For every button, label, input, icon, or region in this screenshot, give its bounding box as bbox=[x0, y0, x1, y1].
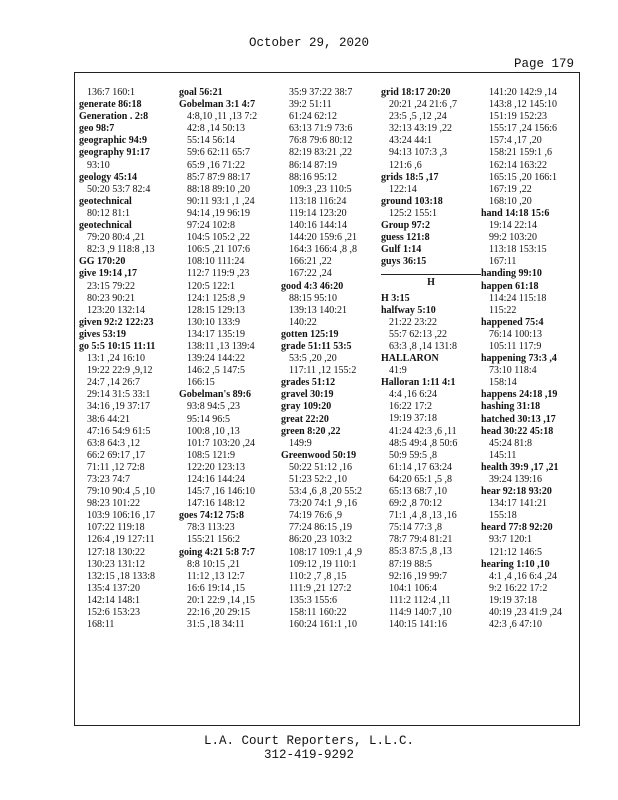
index-headword-entry: happening 73:3 ,4 bbox=[481, 353, 557, 365]
index-reference-line: 101:7 103:20 ,24 bbox=[187, 437, 256, 449]
index-headword-entry: happens 24:18 ,19 bbox=[481, 389, 558, 401]
index-headword-entry: gray 109:20 bbox=[281, 401, 332, 413]
index-reference-line: 114:24 115:18 bbox=[489, 292, 547, 304]
index-headword-entry: geography 91:17 bbox=[79, 147, 150, 159]
index-reference-line: 53:4 ,6 ,8 ,20 55:2 bbox=[289, 486, 363, 498]
index-headword-entry: hatched 30:13 ,17 bbox=[481, 413, 556, 425]
index-headword-entry: great 22:20 bbox=[281, 413, 329, 425]
index-reference-line: 71:11 ,12 72:8 bbox=[87, 461, 145, 473]
index-reference-line: 40:19 ,23 41:9 ,24 bbox=[489, 607, 563, 619]
index-reference-line: 31:5 ,18 34:11 bbox=[187, 619, 245, 631]
index-frame bbox=[74, 72, 580, 726]
index-reference-line: 108:17 109:1 ,4 ,9 bbox=[289, 546, 363, 558]
index-reference-line: 76:8 79:6 80:12 bbox=[289, 135, 353, 147]
page-number: Page 179 bbox=[513, 57, 574, 71]
index-reference-line: 77:24 86:15 ,19 bbox=[289, 522, 353, 534]
index-reference-line: 79:20 80:4 ,21 bbox=[87, 232, 146, 244]
index-reference-line: 19:14 22:14 bbox=[489, 220, 538, 232]
index-headword-entry: GG 170:20 bbox=[79, 256, 126, 268]
index-headword-entry: halfway 5:10 bbox=[381, 304, 436, 316]
index-headword-entry: Gulf 1:14 bbox=[381, 244, 422, 256]
index-headword-entry: geotechnical bbox=[79, 220, 132, 232]
index-reference-line: 141:20 142:9 ,14 bbox=[489, 87, 558, 98]
index-reference-line: 107:22 119:18 bbox=[87, 522, 145, 534]
index-reference-line: 160:24 161:1 ,10 bbox=[289, 619, 358, 631]
index-headword-entry: health 39:9 ,17 ,21 bbox=[481, 461, 559, 473]
index-column-2 bbox=[179, 87, 279, 631]
footer-phone: 312-419-9292 bbox=[263, 748, 354, 762]
index-reference-line: 135:4 137:20 bbox=[87, 582, 141, 594]
index-headword-entry: give 19:14 ,17 bbox=[79, 268, 138, 280]
index-reference-line: 51:23 52:2 ,10 bbox=[289, 474, 348, 485]
index-reference-line: 95:14 96:5 bbox=[187, 413, 231, 425]
index-headword-entry: gravel 30:19 bbox=[281, 389, 334, 401]
index-reference-line: 152:6 153:23 bbox=[87, 607, 141, 619]
index-reference-line: 16:22 17:2 bbox=[389, 401, 433, 413]
index-reference-line: 135:3 155:6 bbox=[289, 594, 338, 606]
index-headword-entry: generate 86:18 bbox=[79, 99, 142, 111]
index-reference-line: 55:7 62:13 ,22 bbox=[389, 328, 448, 340]
index-reference-line: 158:14 bbox=[489, 377, 517, 389]
index-reference-line: 88:18 89:10 ,20 bbox=[187, 183, 251, 195]
index-headword-entry: goal 56:21 bbox=[179, 87, 223, 98]
index-reference-line: 42:3 ,6 47:10 bbox=[489, 619, 543, 631]
index-reference-line: 4:8,10 ,11 ,13 7:2 bbox=[187, 111, 258, 123]
document-date: October 29, 2020 bbox=[248, 36, 370, 50]
index-headword-entry: handing 99:10 bbox=[481, 268, 542, 280]
index-headword-entry: gives 53:19 bbox=[79, 328, 126, 340]
index-reference-line: 164:3 166:4 ,8 ,8 bbox=[289, 244, 358, 256]
index-reference-line: 61:24 62:12 bbox=[289, 111, 338, 123]
index-reference-line: 85:7 87:9 88:17 bbox=[187, 171, 251, 183]
index-reference-line: 104:5 105:2 ,22 bbox=[187, 232, 251, 244]
index-reference-line: 144:20 159:6 ,21 bbox=[289, 232, 358, 244]
index-reference-line: 168:10 ,20 bbox=[489, 195, 532, 207]
index-reference-line: 93:10 bbox=[87, 159, 110, 171]
index-reference-line: 114:9 140:7 ,10 bbox=[389, 606, 452, 618]
index-reference-line: 38:6 44:21 bbox=[87, 413, 131, 425]
index-reference-line: 47:16 54:9 61:5 bbox=[87, 425, 151, 437]
index-reference-line: 65:9 ,16 71:22 bbox=[187, 159, 246, 171]
index-headword-entry: Group 97:2 bbox=[381, 220, 430, 232]
index-reference-line: 8:8 10:15 ,21 bbox=[187, 558, 241, 570]
index-reference-line: 124:1 125:8 ,9 bbox=[187, 292, 246, 304]
index-reference-line: 39:2 51:11 bbox=[289, 99, 332, 111]
index-column-3 bbox=[281, 87, 381, 631]
index-reference-line: 139:24 144:22 bbox=[187, 353, 246, 365]
index-reference-line: 165:15 ,20 166:1 bbox=[489, 171, 558, 183]
index-headword-entry: gotten 125:19 bbox=[281, 328, 339, 340]
index-reference-line: 13:1 ,24 16:10 bbox=[87, 353, 146, 365]
index-reference-line: 42:8 ,14 50:13 bbox=[187, 123, 246, 135]
index-reference-line: 119:14 123:20 bbox=[289, 207, 347, 219]
index-headword-entry: hear 92:18 93:20 bbox=[481, 486, 552, 498]
index-headword-entry: Gobelman 3:1 4:7 bbox=[179, 99, 256, 111]
index-reference-line: 73:23 74:7 bbox=[87, 474, 131, 485]
index-headword-entry: Halloran 1:11 4:1 bbox=[381, 377, 456, 389]
index-headword-entry: HALLARON bbox=[381, 352, 439, 364]
index-reference-line: 139:13 140:21 bbox=[289, 304, 348, 316]
index-reference-line: 19:22 22:9 ,9,12 bbox=[87, 365, 153, 377]
index-headword-entry: go 5:5 10:15 11:11 bbox=[79, 340, 156, 352]
index-reference-line: 82:19 83:21 ,22 bbox=[289, 147, 353, 159]
index-reference-line: 23:15 79:22 bbox=[87, 280, 136, 292]
index-reference-line: 39:24 139:16 bbox=[489, 474, 543, 485]
index-reference-line: 121:6 ,6 bbox=[389, 159, 422, 171]
index-headword-entry: guys 36:15 bbox=[381, 256, 427, 268]
index-reference-line: 85:3 87:5 ,8 ,13 bbox=[389, 546, 453, 558]
index-reference-line: 76:14 100:13 bbox=[489, 328, 543, 340]
index-reference-line: 134:17 135:19 bbox=[187, 328, 246, 340]
footer-company: L.A. Court Reporters, L.L.C. bbox=[203, 734, 415, 748]
index-reference-line: 128:15 129:13 bbox=[187, 304, 246, 316]
index-reference-line: 155:17 ,24 156:6 bbox=[489, 123, 558, 135]
index-column-5 bbox=[481, 87, 581, 631]
index-headword-entry: green 8:20 ,22 bbox=[281, 425, 341, 437]
index-headword-entry: hashing 31:18 bbox=[481, 401, 541, 413]
index-reference-line: 155:18 bbox=[489, 510, 517, 522]
index-reference-line: 41:9 bbox=[389, 365, 407, 377]
index-reference-line: 140:16 144:14 bbox=[289, 220, 348, 232]
index-reference-line: 162:14 163:22 bbox=[489, 159, 548, 171]
index-reference-line: 48:5 49:4 ,8 50:6 bbox=[389, 437, 458, 449]
index-reference-line: 73:10 118:4 bbox=[489, 365, 537, 377]
index-reference-line: 147:16 148:12 bbox=[187, 498, 246, 510]
index-reference-line: 109:3 ,23 110:5 bbox=[289, 183, 352, 195]
index-reference-line: 105:11 117:9 bbox=[489, 340, 542, 352]
index-reference-line: 166:21 ,22 bbox=[289, 256, 332, 268]
index-reference-line: 117:11 ,12 155:2 bbox=[289, 365, 357, 377]
index-reference-line: 63:13 71:9 73:6 bbox=[289, 123, 353, 135]
index-reference-line: 151:19 152:23 bbox=[489, 111, 548, 123]
index-headword-entry: geographic 94:9 bbox=[79, 135, 148, 147]
index-reference-line: 45:24 81:8 bbox=[489, 437, 533, 449]
index-reference-line: 100:8 ,10 ,13 bbox=[187, 425, 240, 437]
index-headword-entry: Greenwood 50:19 bbox=[281, 449, 357, 461]
index-reference-line: 122:14 bbox=[389, 183, 417, 195]
index-reference-line: 93:7 120:1 bbox=[489, 534, 533, 546]
index-reference-line: 4:1 ,4 ,16 6:4 ,24 bbox=[489, 570, 558, 582]
index-reference-line: 78:7 79:4 81:21 bbox=[389, 534, 453, 546]
index-reference-line: 134:17 141:21 bbox=[489, 498, 548, 510]
index-reference-line: 69:2 ,8 70:12 bbox=[389, 498, 443, 510]
index-reference-line: 88:15 95:10 bbox=[289, 292, 338, 304]
index-reference-line: 132:15 ,18 133:8 bbox=[87, 570, 156, 582]
index-reference-line: 123:20 132:14 bbox=[87, 304, 146, 316]
index-reference-line: 158:11 160:22 bbox=[289, 607, 347, 619]
index-reference-line: 53:5 ,20 ,20 bbox=[289, 353, 337, 365]
index-reference-line: 99:2 103:20 bbox=[489, 232, 538, 244]
index-reference-line: 113:18 153:15 bbox=[489, 244, 547, 256]
index-reference-line: 110:2 ,7 ,8 ,15 bbox=[289, 570, 347, 582]
index-headword-entry: head 30:22 45:18 bbox=[481, 425, 554, 437]
index-reference-line: 19:19 37:18 bbox=[389, 413, 438, 425]
index-reference-line: 149:9 bbox=[289, 437, 312, 449]
index-reference-line: 50:22 51:12 ,16 bbox=[289, 461, 353, 473]
index-headword-entry: hand 14:18 15:6 bbox=[481, 207, 550, 219]
index-reference-line: 59:6 62:11 65:7 bbox=[187, 147, 250, 159]
index-headword-entry: grade 51:11 53:5 bbox=[281, 340, 352, 352]
index-reference-line: 88:16 95:12 bbox=[289, 171, 338, 183]
index-reference-line: 138:11 ,13 139:4 bbox=[187, 340, 255, 352]
index-headword-entry: geology 45:14 bbox=[79, 171, 138, 183]
index-reference-line: 22:16 ,20 29:15 bbox=[187, 607, 251, 619]
index-reference-line: 94:14 ,19 96:19 bbox=[187, 207, 251, 219]
index-reference-line: 112:7 119:9 ,23 bbox=[187, 268, 250, 280]
index-reference-line: 127:18 130:22 bbox=[87, 546, 146, 558]
index-reference-line: 50:20 53:7 82:4 bbox=[87, 183, 151, 195]
index-reference-line: 43:24 44:1 bbox=[389, 135, 433, 147]
index-reference-line: 32:13 43:19 ,22 bbox=[389, 123, 453, 135]
index-reference-line: 167:11 bbox=[489, 256, 517, 268]
index-reference-line: 41:24 42:3 ,6 ,11 bbox=[389, 425, 457, 437]
index-headword-entry: geo 98:7 bbox=[79, 123, 115, 135]
index-reference-line: 16:6 19:14 ,15 bbox=[187, 582, 246, 594]
index-reference-line: 97:24 102:8 bbox=[187, 220, 236, 232]
index-reference-line: 20:1 22:9 ,14 ,15 bbox=[187, 594, 256, 606]
index-reference-line: 130:10 133:9 bbox=[187, 316, 241, 328]
index-headword-entry: happened 75:4 bbox=[481, 316, 544, 328]
index-reference-line: 82:3 ,9 118:8 ,13 bbox=[87, 244, 155, 256]
index-reference-line: 4:4 ,16 6:24 bbox=[389, 389, 438, 401]
index-column-1 bbox=[79, 87, 179, 631]
index-reference-line: 71:1 ,4 ,8 ,13 ,16 bbox=[389, 510, 457, 522]
index-headword-entry: grids 18:5 ,17 bbox=[381, 171, 439, 183]
index-reference-line: 86:20 ,23 103:2 bbox=[289, 534, 353, 546]
index-reference-line: 64:20 65:1 ,5 ,8 bbox=[389, 473, 453, 485]
index-reference-line: 106:5 ,21 107:6 bbox=[187, 244, 251, 256]
index-headword-entry: Generation . 2:8 bbox=[79, 111, 149, 123]
index-reference-line: 50:9 59:5 ,8 bbox=[389, 449, 438, 461]
index-reference-line: 79:10 90:4 ,5 ,10 bbox=[87, 486, 156, 498]
index-reference-line: 158:21 159:1 ,6 bbox=[489, 147, 553, 159]
index-reference-line: 29:14 31:5 33:1 bbox=[87, 389, 151, 401]
index-reference-line: 143:8 ,12 145:10 bbox=[489, 99, 558, 111]
index-reference-line: 34:16 ,19 37:17 bbox=[87, 401, 151, 413]
index-reference-line: 93:8 94:5 ,23 bbox=[187, 401, 241, 413]
index-reference-line: 75:14 77:3 ,8 bbox=[389, 522, 443, 534]
index-headword-entry: heard 77:8 92:20 bbox=[481, 522, 553, 534]
index-headword-entry: going 4:21 5:8 7:7 bbox=[179, 546, 255, 558]
index-reference-line: 19:19 37:18 bbox=[489, 594, 538, 606]
index-reference-line: 63:8 64:3 ,12 bbox=[87, 437, 141, 449]
index-reference-line: 24:7 ,14 26:7 bbox=[87, 377, 141, 389]
index-headword-entry: geotechnical bbox=[79, 195, 132, 207]
index-reference-line: 111:9 ,21 127:2 bbox=[289, 582, 352, 594]
index-reference-line: 65:13 68:7 ,10 bbox=[389, 486, 448, 497]
index-headword-entry: guess 121:8 bbox=[381, 232, 430, 244]
index-reference-line: 157:4 ,17 ,20 bbox=[489, 135, 542, 147]
index-reference-line: 146:2 ,5 147:5 bbox=[187, 365, 246, 377]
index-reference-line: 136:7 160:1 bbox=[87, 87, 136, 98]
index-headword-entry: happen 61:18 bbox=[481, 280, 539, 292]
index-reference-line: 90:11 93:1 ,1 ,24 bbox=[187, 195, 255, 207]
index-reference-line: 167:22 ,24 bbox=[289, 268, 332, 280]
index-reference-line: 108:10 111:24 bbox=[187, 256, 245, 268]
index-reference-line: 126:4 ,19 127:11 bbox=[87, 534, 155, 546]
index-reference-line: 23:5 ,5 ,12 ,24 bbox=[389, 111, 447, 123]
index-headword-entry: H 3:15 bbox=[381, 292, 410, 304]
index-headword-entry: given 92:2 122:23 bbox=[79, 316, 154, 328]
index-reference-line: 167:19 ,22 bbox=[489, 183, 532, 195]
index-reference-line: 121:12 146:5 bbox=[489, 546, 543, 558]
index-reference-line: 63:3 ,8 ,14 131:8 bbox=[389, 340, 458, 352]
index-reference-line: 104:1 106:4 bbox=[389, 582, 438, 594]
index-reference-line: 98:23 101:22 bbox=[87, 498, 141, 510]
index-reference-line: 124:16 144:24 bbox=[187, 474, 246, 485]
index-reference-line: 103:9 106:16 ,17 bbox=[87, 510, 156, 522]
index-headword-entry: grades 51:12 bbox=[281, 377, 336, 389]
index-headword-entry: ground 103:18 bbox=[381, 195, 443, 207]
index-reference-line: 55:14 56:14 bbox=[187, 135, 236, 147]
index-reference-line: 120:5 122:1 bbox=[187, 280, 236, 292]
index-reference-line: 122:20 123:13 bbox=[187, 461, 246, 473]
index-reference-line: 66:2 69:17 ,17 bbox=[87, 449, 146, 461]
index-reference-line: 155:21 156:2 bbox=[187, 534, 241, 546]
index-reference-line: 145:7 ,16 146:10 bbox=[187, 486, 256, 498]
index-headword-entry: good 4:3 46:20 bbox=[281, 280, 344, 292]
index-letter-heading: H bbox=[427, 277, 435, 289]
index-reference-line: 130:23 131:12 bbox=[87, 558, 146, 570]
index-reference-line: 21:22 23:22 bbox=[389, 316, 438, 328]
index-reference-line: 80:23 90:21 bbox=[87, 292, 136, 304]
letter-divider bbox=[381, 274, 481, 275]
index-reference-line: 74:19 76:6 ,9 bbox=[289, 510, 343, 522]
index-reference-line: 109:12 ,19 110:1 bbox=[289, 558, 357, 570]
index-headword-entry: Gobelman's 89:6 bbox=[179, 389, 251, 401]
index-reference-line: 61:14 ,17 63:24 bbox=[389, 461, 453, 473]
index-reference-line: 86:14 87:19 bbox=[289, 159, 338, 171]
index-reference-line: 78:3 113:23 bbox=[187, 522, 235, 534]
index-reference-line: 142:14 148:1 bbox=[87, 594, 141, 606]
index-reference-line: 115:22 bbox=[489, 304, 517, 316]
index-headword-entry: hearing 1:10 ,10 bbox=[481, 558, 550, 570]
index-reference-line: 94:13 107:3 ,3 bbox=[389, 147, 448, 159]
index-reference-line: 73:20 74:1 ,9 ,16 bbox=[289, 498, 358, 510]
index-reference-line: 35:9 37:22 38:7 bbox=[289, 87, 353, 98]
index-headword-entry: grid 18:17 20:20 bbox=[381, 87, 451, 98]
index-reference-line: 140:22 bbox=[289, 316, 317, 328]
index-reference-line: 140:15 141:16 bbox=[389, 619, 448, 631]
index-reference-line: 168:11 bbox=[87, 619, 115, 631]
index-reference-line: 125:2 155:1 bbox=[389, 207, 438, 219]
index-reference-line: 20:21 ,24 21:6 ,7 bbox=[389, 99, 458, 111]
index-headword-entry: goes 74:12 75:8 bbox=[179, 510, 244, 522]
index-reference-line: 9:2 16:22 17:2 bbox=[489, 582, 548, 594]
index-reference-line: 166:15 bbox=[187, 377, 215, 389]
index-reference-line: 11:12 ,13 12:7 bbox=[187, 570, 245, 582]
index-column-4 bbox=[381, 87, 481, 631]
index-reference-line: 80:12 81:1 bbox=[87, 207, 131, 219]
index-reference-line: 113:18 116:24 bbox=[289, 195, 347, 207]
index-reference-line: 111:2 112:4 ,11 bbox=[389, 594, 451, 606]
index-reference-line: 108:5 121:9 bbox=[187, 449, 236, 461]
index-reference-line: 92:16 ,19 99:7 bbox=[389, 570, 448, 582]
index-reference-line: 87:19 88:5 bbox=[389, 558, 433, 570]
index-reference-line: 145:11 bbox=[489, 449, 517, 461]
